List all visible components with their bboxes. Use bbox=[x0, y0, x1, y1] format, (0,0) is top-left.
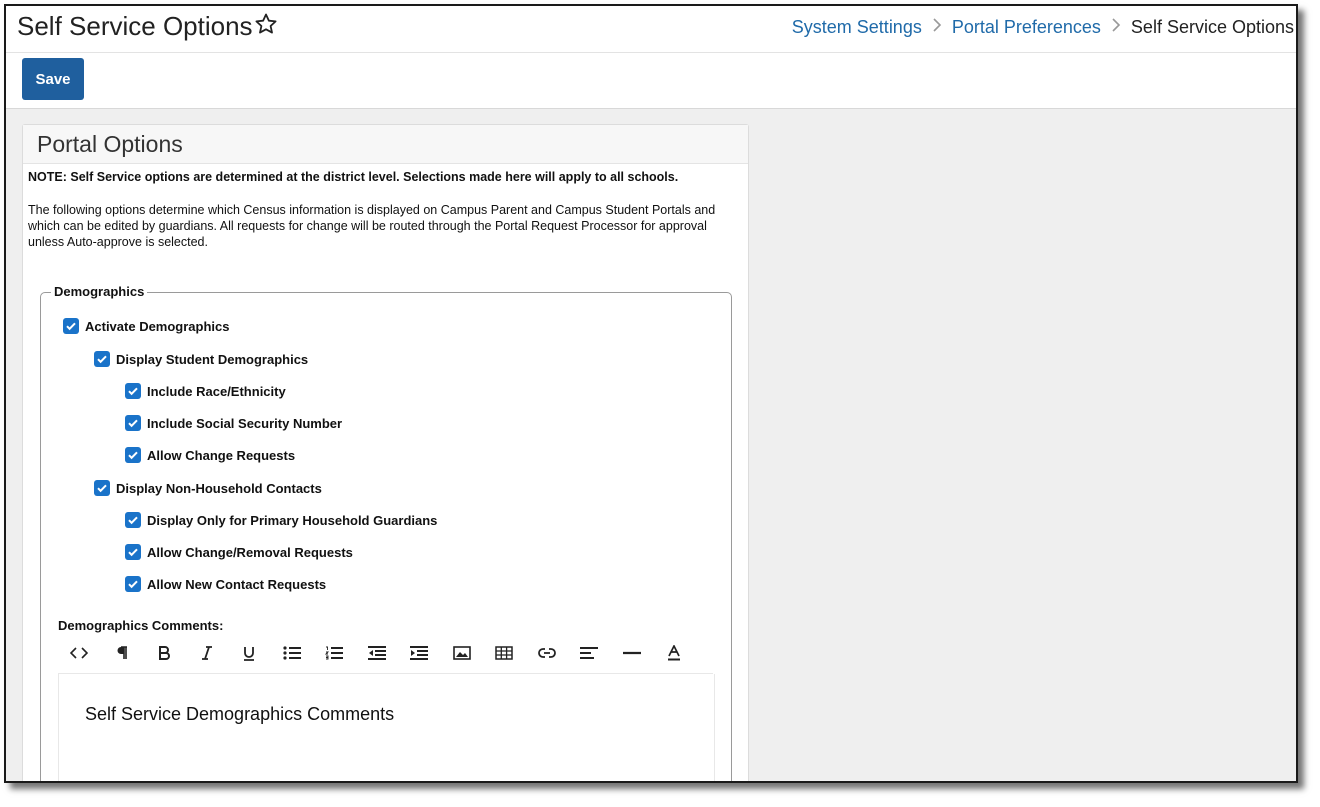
primary-guardians-only-option[interactable] bbox=[125, 512, 437, 528]
options-description: The following options determine which Census information is displayed on Campus Parent and Campus Student Portals and which can be edited by guardians. All requests for change will be routed through the Portal Request Processor for approval unless Auto-approve is selected. bbox=[28, 203, 716, 249]
numbered-list-icon[interactable] bbox=[313, 633, 356, 673]
chevron-right-icon bbox=[932, 18, 942, 37]
image-icon[interactable] bbox=[441, 633, 484, 673]
code-view-icon[interactable] bbox=[58, 633, 101, 673]
table-icon[interactable] bbox=[483, 633, 526, 673]
align-left-icon[interactable] bbox=[568, 633, 611, 673]
app-window bbox=[4, 4, 1298, 783]
action-toolbar bbox=[6, 53, 1296, 109]
editor-toolbar bbox=[58, 633, 713, 674]
demographics-legend: Demographics bbox=[51, 284, 147, 299]
breadcrumb-system-settings[interactable]: System Settings bbox=[791, 17, 922, 37]
editor-content[interactable]: Self Service Demographics Comments bbox=[85, 704, 395, 724]
underline-icon[interactable] bbox=[228, 633, 271, 673]
checkbox-label: Allow New Contact Requests bbox=[147, 576, 327, 592]
demographics-comments-label: Demographics Comments: bbox=[58, 618, 224, 633]
indent-icon[interactable] bbox=[398, 633, 441, 673]
activate-demographics-option[interactable] bbox=[63, 318, 230, 334]
checkbox-checked-icon[interactable] bbox=[94, 351, 110, 367]
chevron-right-icon bbox=[1111, 18, 1121, 37]
checkbox-label: Activate Demographics bbox=[85, 318, 230, 334]
panel-title: Portal Options bbox=[37, 131, 183, 157]
breadcrumb-portal-preferences[interactable]: Portal Preferences bbox=[951, 17, 1101, 37]
checkbox-label: Allow Change Requests bbox=[147, 447, 296, 463]
checkbox-checked-icon[interactable] bbox=[125, 576, 141, 592]
allow-change-removal-option[interactable] bbox=[125, 544, 353, 560]
star-icon[interactable] bbox=[254, 12, 278, 36]
checkbox-label: Display Student Demographics bbox=[116, 351, 309, 367]
checkbox-checked-icon[interactable] bbox=[125, 544, 141, 560]
allow-change-requests-option[interactable] bbox=[125, 447, 295, 463]
bulleted-list-icon[interactable] bbox=[271, 633, 314, 673]
font-color-icon[interactable] bbox=[653, 633, 696, 673]
page-header bbox=[6, 6, 1296, 53]
checkbox-label: Allow Change/Removal Requests bbox=[147, 544, 353, 560]
content-area bbox=[6, 109, 1296, 781]
breadcrumb-current: Self Service Options bbox=[1130, 17, 1294, 37]
link-icon[interactable] bbox=[526, 633, 569, 673]
italic-icon[interactable] bbox=[186, 633, 229, 673]
display-student-demographics-option[interactable] bbox=[94, 351, 308, 367]
outdent-icon[interactable] bbox=[356, 633, 399, 673]
bold-icon[interactable] bbox=[143, 633, 186, 673]
horizontal-rule-icon[interactable] bbox=[611, 633, 654, 673]
breadcrumb bbox=[792, 17, 1294, 38]
panel-header bbox=[23, 125, 748, 164]
checkbox-checked-icon[interactable] bbox=[125, 447, 141, 463]
save-button[interactable]: Save bbox=[22, 58, 84, 100]
page-title: Self Service Options bbox=[17, 11, 253, 41]
checkbox-label: Include Social Security Number bbox=[147, 415, 343, 431]
allow-new-contact-option[interactable] bbox=[125, 576, 326, 592]
checkbox-checked-icon[interactable] bbox=[125, 383, 141, 399]
checkbox-label: Include Race/Ethnicity bbox=[147, 383, 286, 399]
district-note: NOTE: Self Service options are determined at the district level. Selections made here will apply to all schools. bbox=[28, 170, 679, 184]
checkbox-checked-icon[interactable] bbox=[125, 512, 141, 528]
demographics-fieldset bbox=[40, 284, 732, 783]
checkbox-label: Display Non-Household Contacts bbox=[116, 480, 322, 496]
portal-options-panel bbox=[22, 124, 749, 783]
include-ssn-option[interactable] bbox=[125, 415, 342, 431]
checkbox-checked-icon[interactable] bbox=[94, 480, 110, 496]
display-non-household-option[interactable] bbox=[94, 480, 322, 496]
checkbox-checked-icon[interactable] bbox=[63, 318, 79, 334]
paragraph-icon[interactable] bbox=[101, 633, 144, 673]
checkbox-checked-icon[interactable] bbox=[125, 415, 141, 431]
checkbox-label: Display Only for Primary Household Guardians bbox=[147, 512, 438, 528]
include-race-option[interactable] bbox=[125, 383, 286, 399]
comments-editor[interactable] bbox=[58, 674, 715, 783]
